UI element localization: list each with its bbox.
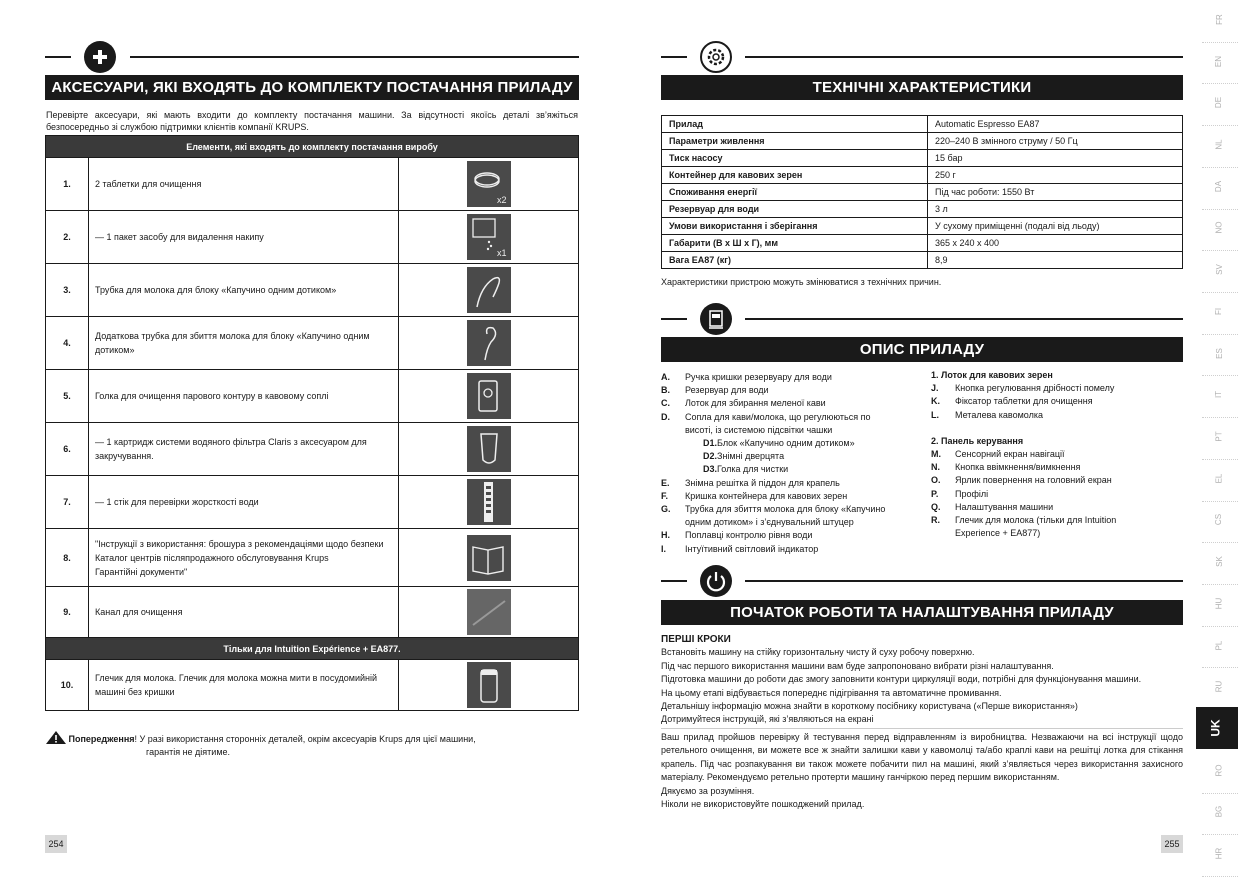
language-tab-bg[interactable] [1198,807,1240,816]
divider-line [45,56,71,58]
language-separator [1202,834,1238,835]
item-sub-letter: D3. [703,464,718,475]
language-tab-label: NL [1214,139,1224,150]
step-line: Дотримуйтеся інструкцій, які з’являються на екрані [661,714,874,725]
item-text: Резервуар для води [685,385,769,396]
step-line: Під час першого використання машини вам буде запропоновано вибрати різні налаштування. [661,660,1054,671]
language-tab-hr[interactable] [1198,849,1240,858]
table-row [46,264,579,317]
language-tab-uk[interactable] [1196,707,1238,749]
item-text: висоті, із системою підсвітки чашки [685,424,833,435]
item-letter: J. [931,383,939,394]
item-description: — 1 пакет засобу для видалення накипу [89,211,399,264]
table-row [46,660,579,711]
spec-key: Резервуар для води [662,201,928,218]
language-separator [1202,626,1238,627]
item-number: 3. [46,264,89,317]
gear-icon [700,41,732,73]
divider-line [745,56,1183,58]
list-item [931,409,1181,422]
table-row [46,529,579,587]
spec-key: Споживання енергії [662,184,928,201]
item-description: Глечик для молока. Глечик для молока можна мити в посудомийній машині без кришки [89,660,399,711]
item-letter: B. [661,385,670,396]
first-steps-title: ПЕРШІ КРОКИ [661,634,731,645]
item-number: 9. [46,587,89,638]
machine-icon [700,303,732,335]
cleaning-channel-icon [467,589,511,635]
spec-value: 365 x 240 x 400 [928,235,1183,252]
language-tab-da[interactable] [1198,182,1240,191]
table-row [662,218,1183,235]
table-row [662,201,1183,218]
language-tab-label: FR [1214,14,1224,25]
milk-jug-icon [467,662,511,708]
step-line: Встановіть машину на стійку горизонтальну чисту й суху робочу поверхню. [661,647,975,658]
item-text: одним дотиком» і з’єднувальний штуцер [685,517,854,528]
item-letter: O. [931,475,941,486]
item-letter [661,516,685,529]
table-row [46,370,579,423]
spec-key: Прилад [662,116,928,133]
frothing-tube-icon [467,320,511,366]
divider-line [745,318,1183,320]
spec-value: Automatic Espresso EA87 [928,116,1183,133]
language-tab-pl[interactable] [1198,641,1240,650]
item-text: Знімна решітка й піддон для крапель [685,477,840,488]
booklet-icon [467,535,511,581]
list-item [661,437,911,450]
item-letter: I. [661,543,667,554]
language-separator [1202,292,1238,293]
list-item [661,477,911,490]
divider-line [130,56,579,58]
item-text: Ручка кришки резервуару для води [685,372,832,382]
table-row [662,252,1183,269]
list-item [661,529,911,542]
spec-key: Параметри живлення [662,133,928,150]
specs-table [661,115,1183,269]
item-description: — 1 стік для перевірки жорсткості води [89,476,399,529]
item-qty: x1 [496,248,507,258]
language-separator [1202,209,1238,210]
spec-value: 3 л [928,201,1183,218]
divider-line [661,580,687,582]
list-item [661,503,911,516]
item-number: 4. [46,317,89,370]
tested-paragraph: Ваш прилад пройшов перевірку й тестування перед відправленням із виробництва. Незважаючи на всі інструкції щодо ретельного очищення, ви можете все ж знайти залишки кави у кавомолці та/або краплі кави на решітці лотка для стікання крапель. Під час розпакування ви також можете побачити пил на машині, який з’являється через використання захисного матеріалу. Рекомендуємо ретельно протерти машину ганчіркою перед першим використанням. [661,732,1183,783]
item-qty: x2 [496,195,507,205]
first-steps-block [661,633,1183,727]
table-row [46,587,579,638]
table-header: Елементи, які входять до комплекту постачання виробу [46,136,579,158]
spec-key: Контейнер для кавових зерен [662,167,928,184]
spec-value: 15 бар [928,150,1183,167]
divider-line [745,580,1183,582]
item-sub-letter: D2. [703,451,718,462]
item-text: Трубка для збиття молока для блоку «Капучино [685,504,886,515]
language-tab-en[interactable] [1198,57,1240,66]
section-title-tech [661,75,1183,100]
spec-value: Під час роботи: 1550 Вт [928,184,1183,201]
group-heading: 2. Панель керування [931,435,1024,446]
table-row [662,133,1183,150]
water-filter-icon [467,426,511,472]
section-title-text: ТЕХНІЧНІ ХАРАКТЕРИСТИКИ [812,79,1032,96]
list-item [931,514,1181,527]
item-text: Поплавці контролю рівня води [685,530,813,541]
language-separator [1202,167,1238,168]
separator [661,728,1183,729]
language-tab-pt[interactable] [1198,432,1240,441]
list-item [931,382,1181,395]
item-text: Голка для чистки [717,464,789,475]
language-separator [1202,250,1238,251]
list-item [661,490,911,503]
page-number-left: 254 [45,835,67,853]
language-separator [1202,83,1238,84]
warning-text: ! У разі використання сторонніх деталей, окрім аксесуарів Krups для цієї машини, [134,734,476,744]
language-separator [1202,334,1238,335]
item-description: — 1 картридж системи водяного фільтра Claris з аксесуаром для закручування. [89,423,399,476]
language-tab-el[interactable] [1198,474,1240,483]
spec-key: Вага EA87 (кг) [662,252,928,269]
language-tab-fr[interactable] [1198,15,1240,24]
language-separator [1202,793,1238,794]
item-text: Інтуїтивний світловий індикатор [685,543,819,554]
item-sub-letter: D1. [703,438,718,449]
item-description: Додаткова трубка для збиття молока для блоку «Капучино одним дотиком» [89,317,399,370]
item-letter [661,424,685,437]
warning-icon [46,731,66,744]
list-item [661,463,911,476]
warning-label: Попередження [68,734,135,744]
cleaning-needle-icon [467,373,511,419]
list-item [931,474,1181,487]
language-tab-label: FI [1214,307,1224,315]
item-text: Налаштування машини [955,501,1054,512]
specs-note: Характеристики пристрою можуть змінюватися з технічних причин. [661,277,942,287]
item-letter: H. [661,530,670,541]
list-item [661,411,911,424]
language-tab-label: DE [1214,97,1224,109]
table-row [662,184,1183,201]
plus-icon [84,41,116,73]
language-tab-label: NO [1214,221,1224,234]
descaler-sachet-icon [467,214,511,260]
item-letter: C. [661,398,670,409]
section-title-text: ПОЧАТОК РОБОТИ ТА НАЛАШТУВАННЯ ПРИЛАДУ [730,604,1114,621]
cleaning-tablet-icon [467,161,511,207]
language-tab-label: PL [1214,640,1224,650]
item-number: 7. [46,476,89,529]
item-text: Кнопка регулювання дрібності помелу [955,383,1115,394]
item-text: Experience + EA877) [955,528,1041,539]
language-tab-it[interactable] [1198,390,1240,399]
spec-value: 250 г [928,167,1183,184]
table-row [46,423,579,476]
language-tab-label: RU [1214,681,1224,693]
item-number: 8. [46,529,89,587]
item-letter: L. [931,409,939,420]
item-number: 5. [46,370,89,423]
divider-line [661,318,687,320]
item-letter: P. [931,488,939,499]
hardness-strip-icon [467,479,511,525]
item-letter: N. [931,462,940,473]
spec-key: Тиск насосу [662,150,928,167]
language-tab-de[interactable] [1198,98,1240,107]
spec-value: У сухому приміщенні (подалі від льоду) [928,218,1183,235]
list-item [931,448,1181,461]
language-tab-no[interactable] [1198,223,1240,232]
language-separator [1202,42,1238,43]
item-letter: A. [661,372,670,382]
language-separator [1202,667,1238,668]
intro-paragraph: Перевірте аксесуари, які мають входити до комплекту постачання машини. За відсутності якоїсь деталі зв’яжіться безпосередньо зі службою підтримки клієнтів компанії KRUPS. [46,110,578,132]
table-row [46,211,579,264]
spec-key: Умови використання і зберігання [662,218,928,235]
language-separator [1202,125,1238,126]
divider-line [661,56,687,58]
item-number: 1. [46,158,89,211]
parts-list-right [931,369,1181,540]
power-icon [700,565,732,597]
step-line: На цьому етапі відбувається попереднє підігрівання та автоматичне промивання. [661,687,1002,698]
parts-list-left [661,371,911,556]
item-letter [931,527,955,540]
never-use-text: Ніколи не використовуйте пошкоджений прилад. [661,799,865,810]
item-number: 10. [46,660,89,711]
spec-value: 220–240 В змінного струму / 50 Гц [928,133,1183,150]
step-line: Детальнішу інформацію можна знайти в короткому посібнику користувача («Перше використання») [661,701,1078,712]
item-description: 2 таблетки для очищення [89,158,399,211]
language-tab-label: EN [1214,55,1224,67]
section-title-text: ОПИС ПРИЛАДУ [859,341,985,358]
item-text: Кришка контейнера для кавових зерен [685,490,848,501]
list-item [661,424,911,437]
language-tab-es[interactable] [1198,349,1240,358]
section-title-text: АКСЕСУАРИ, ЯКІ ВХОДЯТЬ ДО КОМПЛЕКТУ ПОСТАЧАННЯ ПРИЛАДУ [51,79,573,96]
list-item [661,397,911,410]
item-letter: F. [661,490,669,501]
language-tab-label: ES [1214,347,1224,359]
item-text: Сопла для кави/молока, що регулюються по [685,411,871,422]
list-item [931,461,1181,474]
list-item [931,501,1181,514]
item-letter: Q. [931,501,941,512]
step-line: Підготовка машини до роботи дає змогу заповнити контури циркуляції води, потрібні для функціонування машини. [661,674,1142,685]
list-item [931,527,1181,540]
language-tab-label: HU [1214,597,1224,610]
language-tab-nl[interactable] [1198,140,1240,149]
language-tab-label: DA [1214,180,1224,192]
language-separator [1202,417,1238,418]
language-tab-hu[interactable] [1198,599,1240,608]
item-letter: K. [931,396,940,407]
section-title-accessories [45,75,579,100]
item-description: Голка для очищення парового контуру в кавовому соплі [89,370,399,423]
item-letter: G. [661,504,671,515]
language-tab-label: IT [1214,391,1224,399]
language-tab-fi[interactable] [1198,307,1240,316]
item-text: Ярлик повернення на головний екран [955,475,1112,486]
item-text: Фіксатор таблетки для очищення [955,396,1093,407]
intuition-header: Тільки для Intuition Expérience + EA877. [46,638,579,660]
language-separator [1202,584,1238,585]
language-tab-ru[interactable] [1198,682,1240,691]
section-title-start [661,600,1183,625]
spec-key: Габарити (В х Ш х Г), мм [662,235,928,252]
language-tab-ro[interactable] [1198,766,1240,775]
item-text: Профілі [955,488,989,499]
language-tab-label: UK [1208,719,1223,737]
language-tab-label: HR [1214,847,1224,860]
list-item [661,371,911,384]
language-separator [1202,501,1238,502]
item-letter: D. [661,411,670,422]
list-item [931,395,1181,408]
tested-block [661,731,1183,811]
language-tab-label: BG [1214,806,1224,818]
warning-block [46,731,566,759]
list-item [661,543,911,556]
table-row [46,476,579,529]
language-separator [1202,542,1238,543]
item-letter: E. [661,477,670,488]
table-row [46,158,579,211]
table-row [662,167,1183,184]
accessories-table [45,135,579,711]
page-number-right: 255 [1161,835,1183,853]
item-text: Глечик для молока (тільки для Intuition [955,515,1117,526]
language-tab-label: SV [1214,264,1224,275]
table-row [662,150,1183,167]
language-tab-sv[interactable] [1198,265,1240,274]
table-row [46,317,579,370]
list-item [931,488,1181,501]
language-tab-sk[interactable] [1198,557,1240,566]
thanks-text: Дякуємо за розуміння. [661,785,755,796]
section-title-description [661,337,1183,362]
item-letter: R. [931,515,940,526]
language-tab-label: SK [1214,556,1224,567]
item-description: Трубка для молока для блоку «Капучино одним дотиком» [89,264,399,317]
language-tab-label: CS [1214,514,1224,526]
spec-value: 8,9 [928,252,1183,269]
language-tab-label: EL [1214,473,1224,484]
item-text: Знімні дверцята [717,451,785,462]
language-separator [1202,375,1238,376]
group-heading: 1. Лоток для кавових зерен [931,370,1053,380]
item-text: Лоток для збирання меленої кави [685,398,826,409]
list-item [661,450,911,463]
item-description: Канал для очищення [89,587,399,638]
item-number: 2. [46,211,89,264]
item-number: 6. [46,423,89,476]
milk-tube-icon [467,267,511,313]
item-description: "Інструкції з використання: брошура з рекомендаціями щодо безпеки Каталог центрів післяпродажного обслуговування Krups Гарантійні документи" [89,529,399,587]
list-item [661,384,911,397]
language-tab-cs[interactable] [1198,515,1240,524]
item-text: Сенсорний екран навігації [955,449,1065,460]
table-row [662,235,1183,252]
item-text: Металева кавомолка [955,409,1043,420]
item-text: Кнопка ввімкнення/вимкнення [955,462,1081,473]
language-tab-label: PT [1214,431,1224,442]
list-item [661,516,911,529]
language-tab-label: RO [1214,764,1224,777]
warning-text-2: гарантія не діятиме. [146,747,231,757]
item-letter: M. [931,449,941,460]
item-text: Блок «Капучино одним дотиком» [717,438,855,449]
table-row [662,116,1183,133]
language-separator [1202,459,1238,460]
